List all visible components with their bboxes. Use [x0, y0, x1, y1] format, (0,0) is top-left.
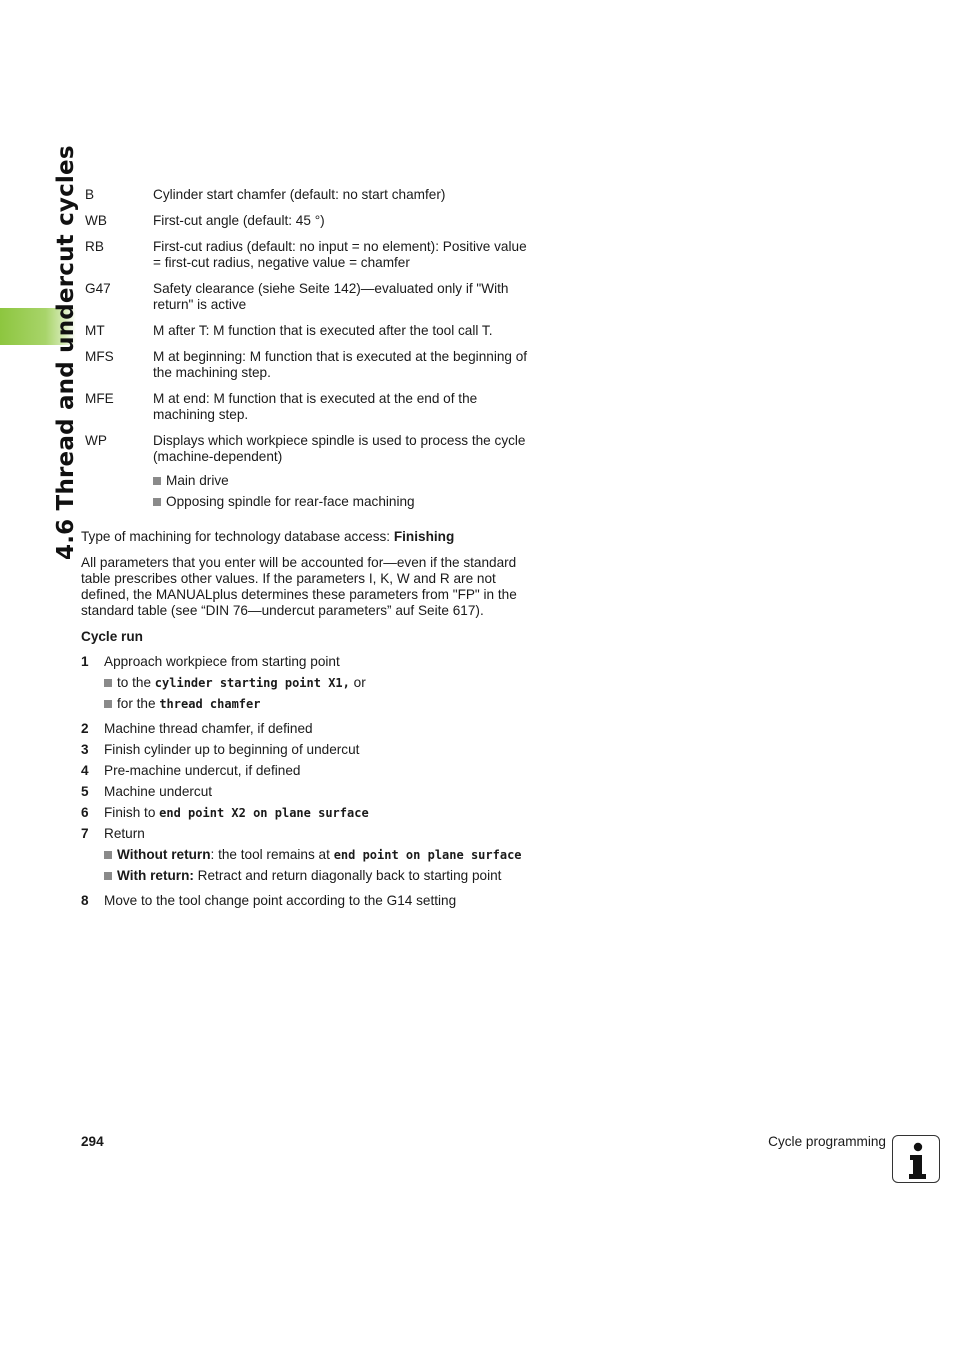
step-text: Return: [104, 826, 145, 841]
param-desc: M after T: M function that is executed after the tool call T.: [153, 323, 493, 338]
note-paragraph: All parameters that you enter will be accounted for—even if the standard table prescribes other values. If the parameters I, K, W and R are not defined, the MANUALplus determines these parameters from "FP" in the standard table (see “DIN 76—undercut parameters” auf Seite 617).: [81, 555, 517, 618]
step-number: 3: [81, 742, 89, 757]
step-number: 8: [81, 893, 89, 908]
cycle-run-heading: Cycle run: [81, 629, 143, 644]
step-text: Approach workpiece from starting point: [104, 654, 340, 669]
sub-code: end point on plane surface: [333, 848, 522, 862]
sub-text: or: [349, 675, 366, 690]
param-desc: M at beginning: M function that is executed at the beginning of the machining step.: [153, 349, 528, 380]
info-icon: [892, 1135, 940, 1183]
step-text: Machine thread chamfer, if defined: [104, 721, 313, 736]
bullet-square-icon: [104, 679, 112, 687]
step-number: 1: [81, 654, 89, 669]
bullet-square-icon: [104, 872, 112, 880]
step-7: [81, 826, 541, 842]
list-item: [153, 473, 533, 489]
step-4: [81, 763, 541, 779]
step-1-sublist: [81, 675, 541, 712]
tech-type-value: Finishing: [393, 529, 455, 544]
param-key: MFS: [85, 349, 114, 364]
param-desc: First-cut radius (default: no input = no element): Positive value = first-cut radius, negative value = chamfer: [153, 239, 527, 270]
param-key: MFE: [85, 391, 114, 406]
sub-text: for the: [117, 696, 160, 711]
param-key: RB: [85, 239, 104, 254]
chapter-title: 4.6 Thread and undercut cycles: [53, 145, 79, 560]
wp-options-list: [153, 473, 533, 510]
list-item: [153, 494, 533, 510]
sub-code: cylinder starting point X1,: [154, 676, 350, 690]
param-key: WB: [85, 213, 107, 228]
param-row-mt: [81, 323, 541, 339]
list-item-text: Opposing spindle for rear-face machining: [166, 494, 415, 509]
sub-bold: With return:: [117, 868, 194, 883]
param-desc-text: Displays which workpiece spindle is used to process the cycle (machine-dependent): [153, 433, 526, 464]
param-key: G47: [85, 281, 111, 296]
bullet-square-icon: [104, 700, 112, 708]
step-5: [81, 784, 541, 800]
bullet-square-icon: [153, 477, 161, 485]
step-8: [81, 893, 541, 909]
param-row-g47: [81, 281, 541, 313]
footer-section-label: Cycle programming: [768, 1134, 886, 1149]
sub-bold: Without return: [117, 847, 211, 862]
sub-text: : the tool remains at: [210, 847, 334, 862]
list-item: [104, 696, 541, 712]
param-row-wb: [81, 213, 541, 229]
main-content: [81, 187, 541, 914]
step-text: Finish to: [104, 805, 160, 820]
list-item: [104, 675, 541, 691]
page-number: 294: [81, 1134, 104, 1149]
step-6: [81, 805, 541, 821]
param-row-rb: [81, 239, 541, 271]
step-text: Move to the tool change point according to the G14 setting: [104, 893, 457, 908]
param-desc: Safety clearance (siehe Seite 142)—evaluated only if "With return" is active: [153, 281, 509, 312]
tech-type-label: Type of machining for technology database access:: [81, 529, 394, 544]
step-1: [81, 654, 541, 670]
bullet-square-icon: [153, 498, 161, 506]
list-item-text: Main drive: [166, 473, 229, 488]
param-key: B: [85, 187, 95, 202]
bullet-square-icon: [104, 851, 112, 859]
tech-type-paragraph: [81, 529, 541, 545]
step-number: 4: [81, 763, 89, 778]
param-row-b: [81, 187, 541, 203]
param-row-mfs: [81, 349, 541, 381]
step-text: Machine undercut: [104, 784, 213, 799]
param-row-mfe: [81, 391, 541, 423]
step-number: 5: [81, 784, 89, 799]
param-key: WP: [85, 433, 107, 448]
param-desc: M at end: M function that is executed at the end of the machining step.: [153, 391, 478, 422]
list-item: [104, 868, 541, 884]
param-key: MT: [85, 323, 105, 338]
step-text: Finish cylinder up to beginning of undercut: [104, 742, 360, 757]
param-row-wp: [81, 433, 541, 515]
sub-text: to the: [117, 675, 155, 690]
step-number: 7: [81, 826, 89, 841]
step-number: 6: [81, 805, 89, 820]
step-7-sublist: [81, 847, 541, 884]
step-3: [81, 742, 541, 758]
list-item: [104, 847, 541, 863]
param-desc: First-cut angle (default: 45 °): [153, 213, 325, 228]
step-number: 2: [81, 721, 89, 736]
step-2: [81, 721, 541, 737]
sub-text: Retract and return diagonally back to starting point: [193, 868, 502, 883]
param-desc: Cylinder start chamfer (default: no start chamfer): [153, 187, 446, 202]
sub-code: thread chamfer: [159, 697, 261, 711]
param-desc: [153, 433, 533, 515]
step-text: Pre-machine undercut, if defined: [104, 763, 301, 778]
step-code: end point X2 on plane surface: [159, 806, 369, 820]
